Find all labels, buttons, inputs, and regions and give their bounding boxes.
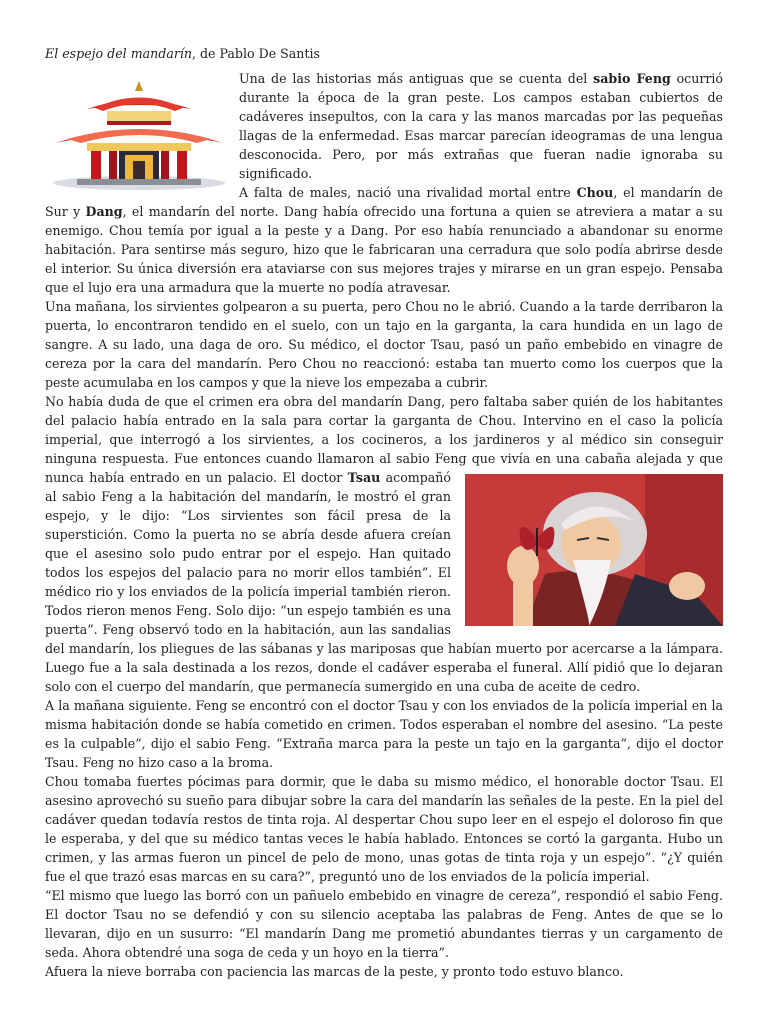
sage-with-butterfly-illustration	[465, 474, 723, 626]
paragraph-4: No había duda de que el crimen era obra del mandarín Dang, pero faltaba saber quién de los habitantes del palacio había entrado en la sala para cortar la garganta de Chou. Intervino en el caso la policía imperial, que interrogó a los sirvientes, a los cocineros, a los jardineros y al médico sin conseguir ninguna respuesta. Fue entonces cuando llamaron al sabio Feng que vivía en una cabaña alejada y que nunca había entrado en un palacio. El doctor Tsau acompañó al sabio Feng a la habitación del mandarín, le mostró el gran espejo, y le dijo: “Los sirvientes son fácil presa de la superstición. Como la puerta no se abría desde afuera creían que el asesino solo pudo entrar por el espejo. Han quitado todos los espejos del palacio para no morir ellos también”. El médico rio y los enviados de la policía imperial también rieron. Todos rieron menos Feng. Solo dijo: “un espejo también es una puerta”. Feng observó todo en la habitación, aun las sandalias del mandarín, los pliegues de las sábanas y las mariposas que habían muerto por acercarse a la lámpara. Luego fue a la sala destinada a los rezos, donde el cadáver esperaba el funeral. Allí pidió que lo dejaran solo con el cuerpo del mandarín, que permanecía sumergido en una cuba de aceite de cedro.	[45, 394, 723, 694]
paragraph-1: Una de las historias más antiguas que se cuenta del sabio Feng ocurrió durante la época de la gran peste. Los campos estaban cubiertos de cadáveres insepultos, con la cara y las manos marcadas por las pequeñas llagas de la enfermedad. Esas marcar parecían ideogramas de una lengua desconocida. Pero, por más extrañas que fueran nadie ignoraba su significado.	[239, 71, 723, 181]
paragraph-6: Chou tomaba fuertes pócimas para dormir, que le daba su mismo médico, el honorable doctor Tsau. El asesino aprovechó su sueño para dibujar sobre la cara del mandarín las señales de la peste. En la piel del cadáver quedan todavía restos de tinta roja. Al despertar Chou supo leer en el espejo el doloroso fin que le esperaba, y del que su médico tantas veces le había hablado. Entonces se cortó la garganta. Hubo un crimen, y las armas fueron un pincel de pelo de mono, unas gotas de tinta roja y un espejo”. “¿Y quién fue el que trazó esas marcas en su cara?”, preguntó uno de los enviados de la policía imperial.	[45, 774, 723, 884]
document-page	[45, 44, 723, 981]
paragraph-7: “El mismo que luego las borró con un pañuelo embebido en vinagre de cereza”, respondió el sabio Feng. El doctor Tsau no se defendió y con su silencio aceptaba las palabras de Feng. Antes de que se lo llevaran, dijo en un susurro: “El mandarín Dang me prometió abundantes tierras y un cargamento de seda. Ahora obtendré una soga de ceda y un hoyo en la tierra”.	[45, 888, 723, 960]
paragraph-5: A la mañana siguiente. Feng se encontró con el doctor Tsau y con los enviados de la policía imperial en la misma habitación donde se había cometido en crimen. Todos esperaban el nombre del asesino. “La peste es la culpable”, dijo el sabio Feng. “Extraña marca para la peste un tajo en la garganta”, dijo el doctor Tsau. Feng no hizo caso a la broma.	[45, 698, 723, 770]
paragraph-3: Una mañana, los sirvientes golpearon a su puerta, pero Chou no le abrió. Cuando a la tarde derribaron la puerta, lo encontraron tendido en el suelo, con un tajo en la garganta, la cara hundida en un lago de sangre. A su lado, una daga de oro. Su médico, el doctor Tsau, pasó un paño embebido en vinagre de cereza por la cara del mandarín. Pero Chou no reaccionó: estaba tan muerto como los cuerpos que la peste acumulaba en los campos y que la nieve los empezaba a cubrir.	[45, 299, 723, 390]
book-title: El espejo del mandarín	[45, 46, 192, 61]
document-title	[45, 44, 723, 63]
pagoda-illustration	[47, 73, 227, 191]
name-sabio-feng: sabio Feng	[593, 71, 671, 86]
paragraph-8: Afuera la nieve borraba con paciencia las marcas de la peste, y pronto todo estuvo blanco.	[45, 964, 624, 979]
paragraph-2: A falta de males, nació una rivalidad mortal entre Chou, el mandarín de Sur y Dang, el mandarín del norte. Dang había ofrecido una fortuna a quien se atreviera a matar a su enemigo. Chou temía por igual a la peste y a Dang. Por eso había renunciado a abandonar su enorme habitación. Para sentirse más seguro, hizo que le fabricaran una cerradura que solo podía abrirse desde el interior. Su única diversión era ataviarse con sus mejores trajes y mirarse en un gran espejo. Pensaba que el lujo era una armadura que la muerte no podía atravesar.	[45, 185, 723, 295]
author-byline: , de Pablo De Santis	[191, 46, 320, 61]
name-dang: Dang	[85, 204, 123, 219]
name-chou: Chou	[576, 185, 614, 200]
name-tsau: Tsau	[347, 470, 381, 485]
